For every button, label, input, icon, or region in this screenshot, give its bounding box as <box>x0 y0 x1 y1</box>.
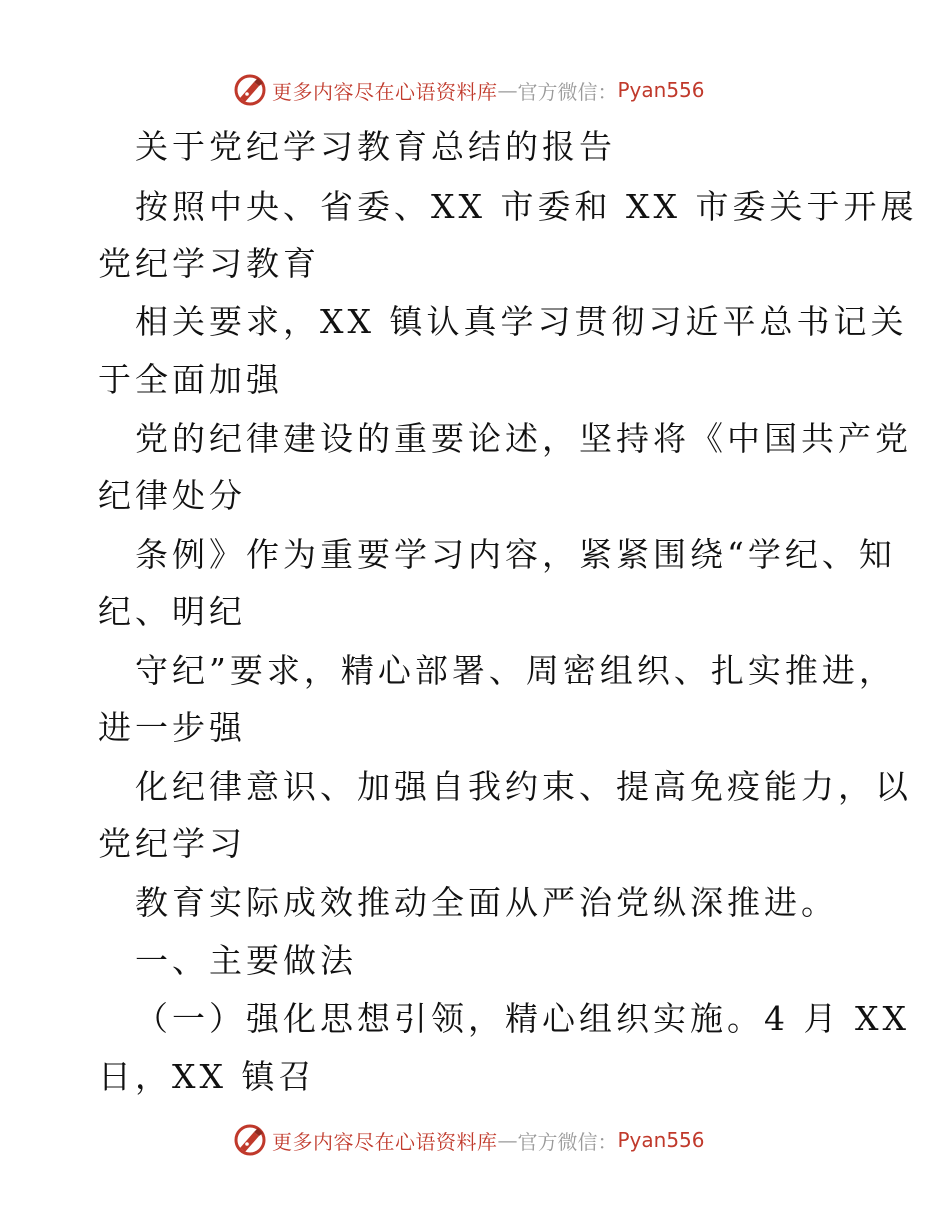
pen-nib-logo-icon <box>232 1122 268 1158</box>
watermark-text: 更多内容尽在心语资料库 <box>272 1129 498 1154</box>
watermark-wechat-id: Pyan556 <box>617 1128 705 1152</box>
watermark-separator: — <box>497 1128 518 1152</box>
section-heading: 一、主要做法 <box>135 941 357 980</box>
paragraph-line: 日，XX 镇召 <box>98 1057 316 1096</box>
paragraph-line: 相关要求，XX 镇认真学习贯彻习近平总书记关 <box>135 302 908 341</box>
paragraph-line: 纪律处分 <box>98 476 246 515</box>
document-title: 关于党纪学习教育总结的报告 <box>135 127 616 166</box>
paragraph-line: 条例》作为重要学习内容，紧紧围绕“学纪、知 <box>135 535 896 574</box>
paragraph-line: 党的纪律建设的重要论述，坚持将《中国共产党 <box>135 419 912 458</box>
watermark-wechat-label: 官方微信： <box>517 79 618 104</box>
watermark-banner-bottom <box>232 1120 705 1160</box>
watermark-wechat-id: Pyan556 <box>617 78 705 102</box>
watermark-banner-top <box>232 70 705 110</box>
paragraph-line: 进一步强 <box>98 708 246 747</box>
paragraph-line: 于全面加强 <box>98 360 283 399</box>
paragraph-line: 党纪学习 <box>98 824 246 863</box>
paragraph-line: 教育实际成效推动全面从严治党纵深推进。 <box>135 883 838 922</box>
paragraph-line: 化纪律意识、加强自我约束、提高免疫能力，以 <box>135 767 912 806</box>
paragraph-line: 按照中央、省委、XX 市委和 XX 市委关于开展 <box>135 187 918 226</box>
watermark-wechat-label: 官方微信： <box>517 1129 618 1154</box>
pen-nib-logo-icon <box>232 72 268 108</box>
paragraph-line: （一）强化思想引领，精心组织实施。4 月 XX <box>135 999 910 1038</box>
paragraph-line: 党纪学习教育 <box>98 244 320 283</box>
paragraph-line: 纪、明纪 <box>98 592 246 631</box>
watermark-text: 更多内容尽在心语资料库 <box>272 79 498 104</box>
paragraph-line: 守纪”要求，精心部署、周密组织、扎实推进， <box>135 651 896 690</box>
watermark-separator: — <box>497 78 518 102</box>
